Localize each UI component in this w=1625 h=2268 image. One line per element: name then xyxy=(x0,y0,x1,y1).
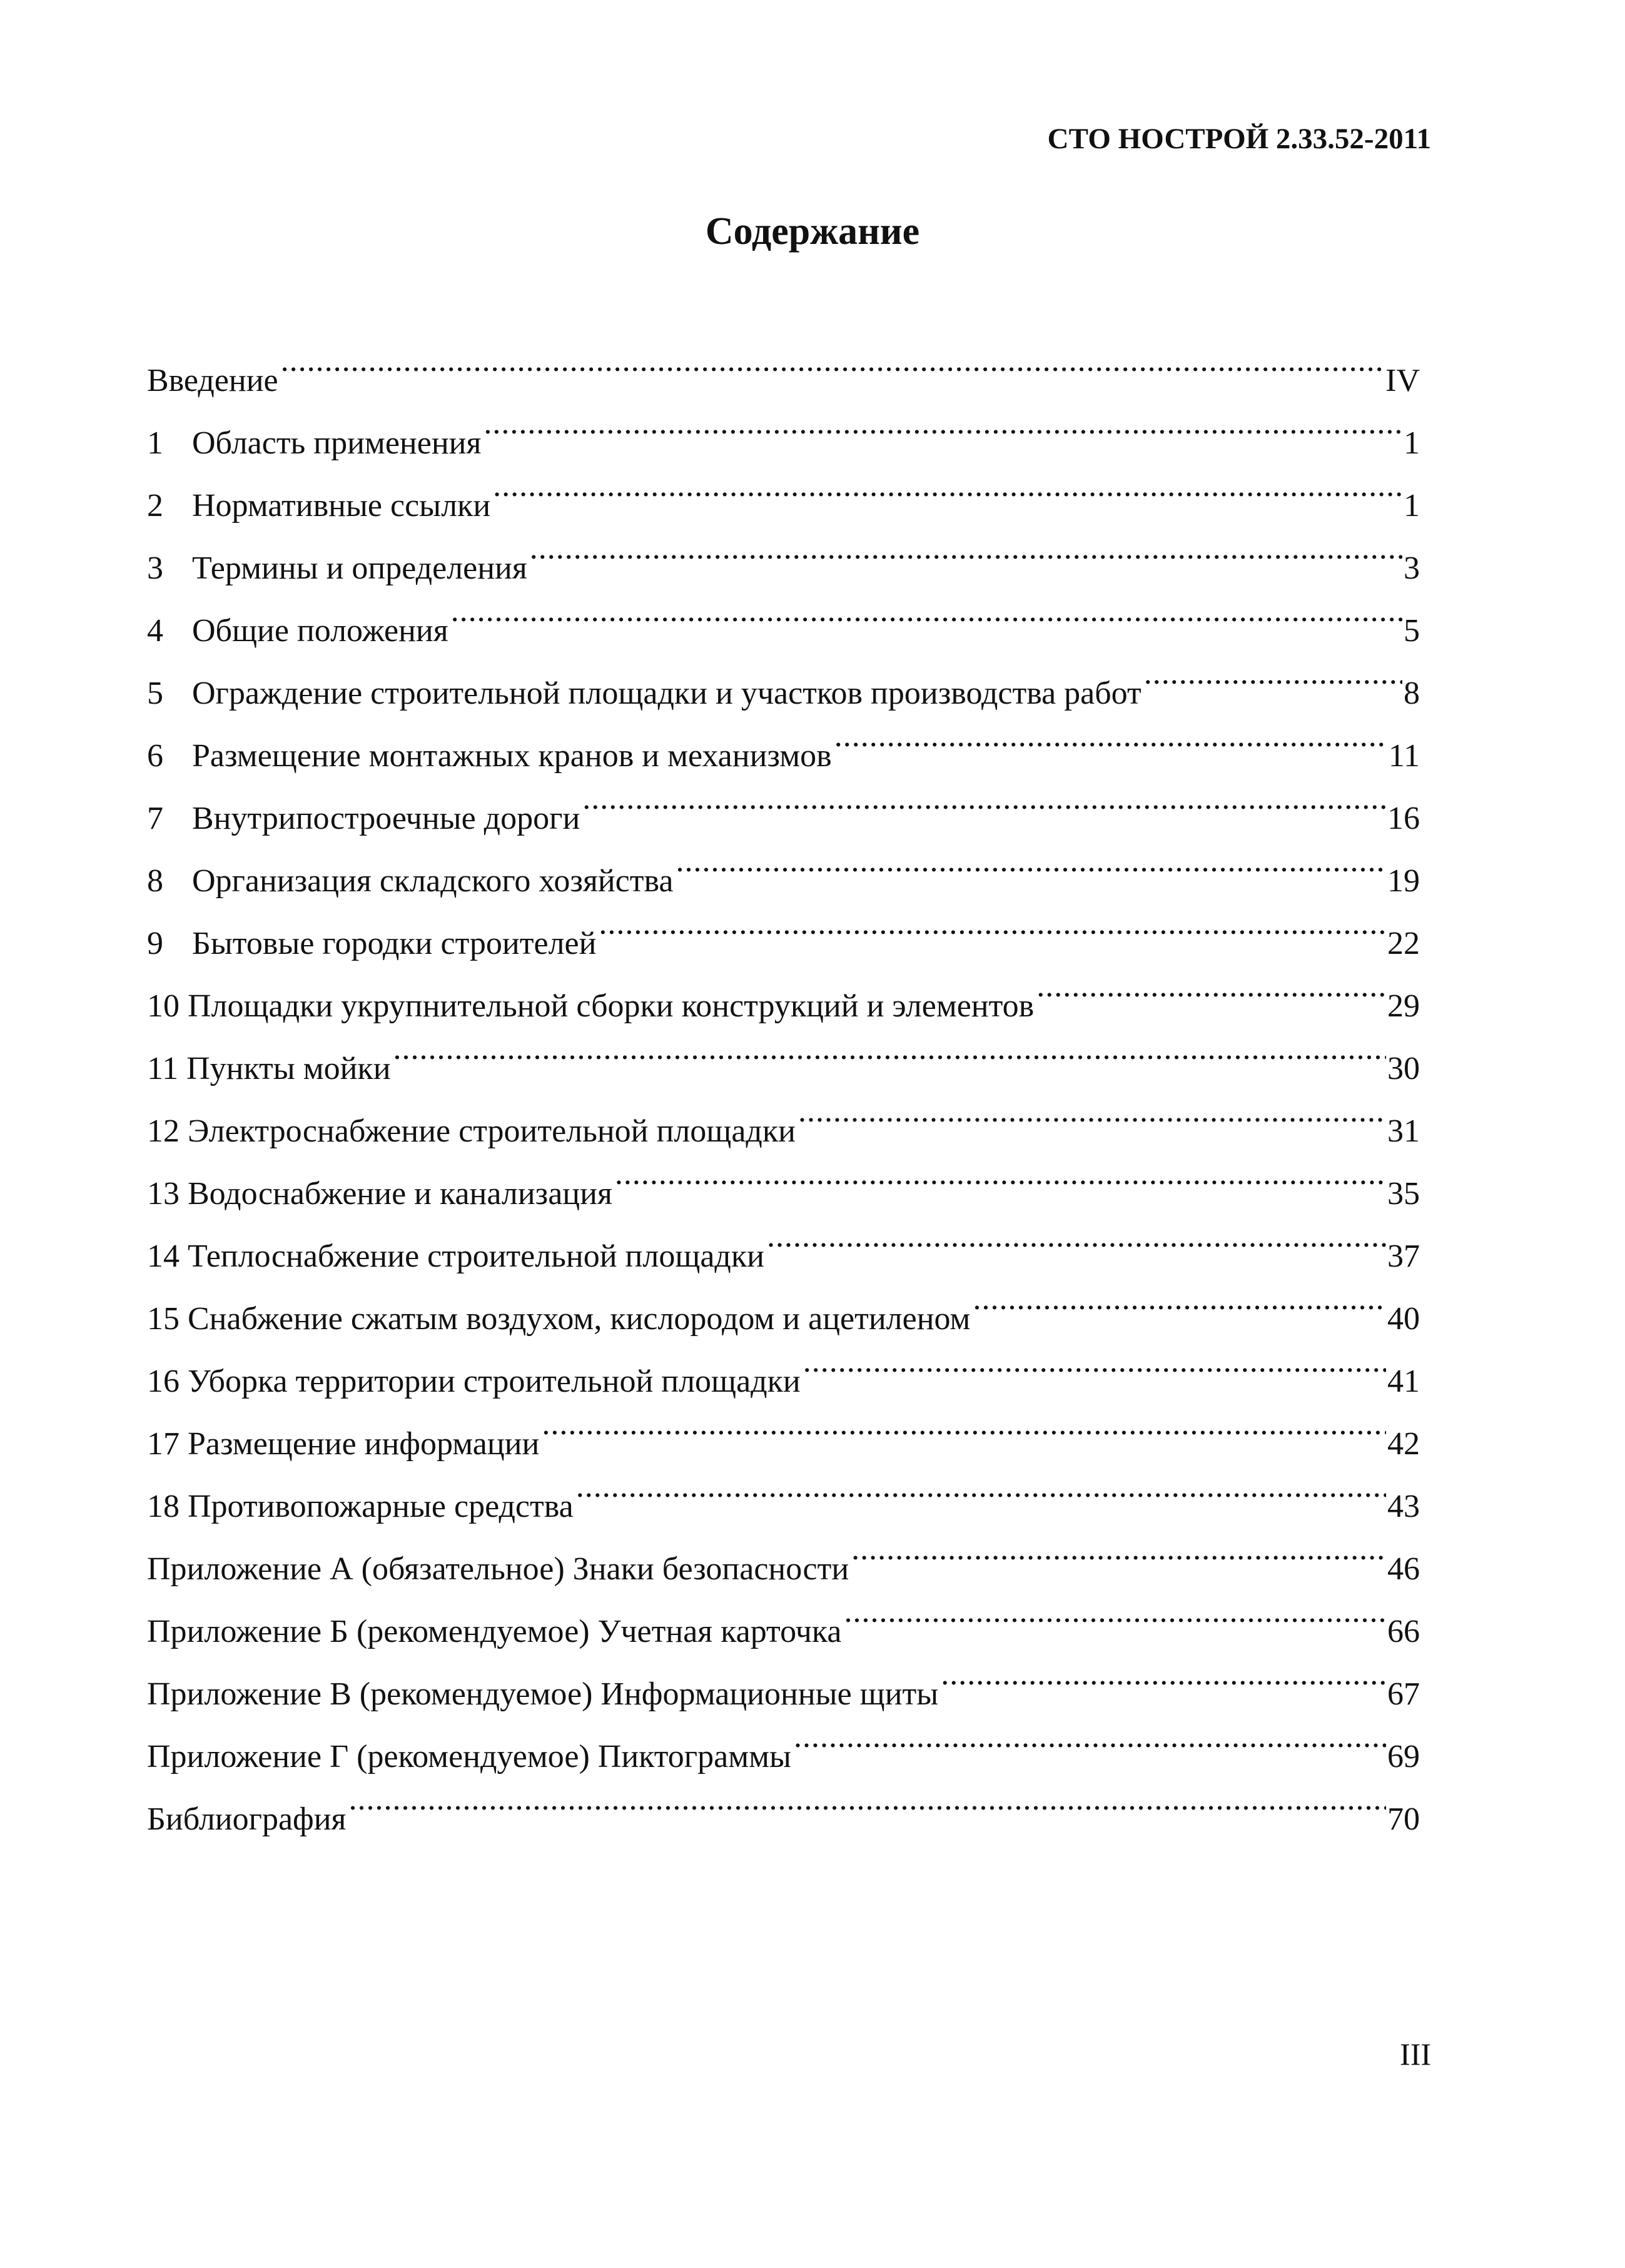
toc-entry-number: 10 xyxy=(147,988,180,1024)
toc-entry-title: Противопожарные средства xyxy=(188,1489,574,1524)
toc-entry-title: Водоснабжение и канализация xyxy=(188,1176,612,1212)
toc-entry-number: 13 xyxy=(147,1176,180,1212)
toc-dot-leader xyxy=(451,579,1402,641)
toc-entry[interactable] xyxy=(147,391,1420,461)
document-code-header: СТО НОСТРОЙ 2.33.52-2011 xyxy=(1047,123,1431,155)
toc-entry-number: 17 xyxy=(147,1426,180,1462)
toc-dot-leader xyxy=(973,1267,1386,1329)
toc-entry-number: 18 xyxy=(147,1489,180,1524)
toc-entry-page: 41 xyxy=(1387,1364,1420,1399)
toc-title: Содержание xyxy=(705,210,920,253)
toc-entry-number: 14 xyxy=(147,1238,180,1274)
toc-entry-number: 2 xyxy=(147,488,163,524)
toc-dot-leader xyxy=(794,1704,1386,1767)
toc-entry-page: IV xyxy=(1385,363,1420,398)
toc-entry-number: 6 xyxy=(147,738,163,774)
toc-entry-page: 70 xyxy=(1387,1801,1420,1837)
toc-entry-page: 29 xyxy=(1387,988,1420,1024)
toc-entry-title: Теплоснабжение строительной площадки xyxy=(188,1238,764,1274)
toc-entry-title: Размещение монтажных кранов и механизмов xyxy=(192,738,832,774)
toc-entry-title: Электроснабжение строительной площадки xyxy=(188,1113,796,1149)
toc-entry-title: Площадки укрупнительной сборки конструкций и элементов xyxy=(188,988,1035,1024)
toc-dot-leader xyxy=(599,891,1386,954)
toc-entry-number: 5 xyxy=(147,676,163,711)
toc-dot-leader xyxy=(1036,954,1386,1016)
toc-entry-page: 66 xyxy=(1387,1614,1420,1649)
table-of-contents xyxy=(147,328,1420,1837)
toc-entry-title: Нормативные ссылки xyxy=(192,488,491,524)
toc-dot-leader xyxy=(582,766,1386,829)
toc-entry-page: 19 xyxy=(1387,863,1420,899)
toc-entry-number: 7 xyxy=(147,801,163,836)
toc-entry-number: 15 xyxy=(147,1301,180,1337)
toc-dot-leader xyxy=(530,516,1402,579)
toc-dot-leader xyxy=(483,391,1402,453)
toc-entry-title: Ограждение строительной площадки и участков производства работ xyxy=(192,676,1142,711)
toc-dot-leader xyxy=(493,453,1402,516)
toc-dot-leader xyxy=(576,1454,1386,1517)
toc-entry-page: 46 xyxy=(1387,1551,1420,1587)
toc-entry-title: Область применения xyxy=(192,425,482,461)
toc-entry-title: Введение xyxy=(147,363,278,398)
toc-entry-page: 43 xyxy=(1387,1489,1420,1524)
toc-entry-page: 8 xyxy=(1404,676,1420,711)
toc-entry-title: Внутрипостроечные дороги xyxy=(192,801,580,836)
toc-entry-page: 40 xyxy=(1387,1301,1420,1337)
toc-dot-leader xyxy=(851,1517,1386,1579)
toc-entry-page: 22 xyxy=(1387,926,1420,961)
toc-dot-leader xyxy=(542,1392,1386,1454)
toc-entry-page: 11 xyxy=(1388,738,1420,774)
toc-entry-page: 5 xyxy=(1404,613,1420,649)
toc-entry[interactable] xyxy=(147,328,1420,398)
toc-entry-page: 31 xyxy=(1387,1113,1420,1149)
toc-entry-page: 42 xyxy=(1387,1426,1420,1462)
toc-entry-number: 16 xyxy=(147,1364,180,1399)
toc-entry-number: 8 xyxy=(147,863,163,899)
toc-dot-leader xyxy=(393,1016,1386,1079)
toc-dot-leader xyxy=(803,1329,1386,1392)
toc-entry-title: Библиография xyxy=(147,1801,347,1837)
toc-entry-title: Пункты мойки xyxy=(186,1051,391,1086)
toc-dot-leader xyxy=(767,1204,1386,1267)
toc-dot-leader xyxy=(348,1767,1386,1830)
toc-entry-title: Приложение Г (рекомендуемое) Пиктограммы xyxy=(147,1739,791,1774)
toc-dot-leader xyxy=(798,1079,1386,1142)
toc-entry-number: 4 xyxy=(147,613,163,649)
toc-entry-page: 3 xyxy=(1404,550,1420,586)
toc-dot-leader xyxy=(834,704,1387,766)
toc-entry-title: Размещение информации xyxy=(188,1426,540,1462)
toc-entry-number: 1 xyxy=(147,425,163,461)
toc-entry-number: 11 xyxy=(147,1051,179,1086)
toc-entry-title: Термины и определения xyxy=(192,550,527,586)
toc-entry-title: Бытовые городки строителей xyxy=(192,926,597,961)
toc-dot-leader xyxy=(676,829,1386,891)
toc-entry-page: 37 xyxy=(1387,1238,1420,1274)
toc-entry-title: Снабжение сжатым воздухом, кислородом и ацетиленом xyxy=(188,1301,971,1337)
toc-entry-page: 30 xyxy=(1387,1051,1420,1086)
toc-dot-leader xyxy=(281,328,1385,391)
toc-entry-title: Приложение В (рекомендуемое) Информационные щиты xyxy=(147,1676,939,1712)
toc-dot-leader xyxy=(844,1579,1386,1642)
toc-entry-title: Приложение А (обязательное) Знаки безопасности xyxy=(147,1551,849,1587)
toc-entry-page: 69 xyxy=(1387,1739,1420,1774)
toc-entry-title: Общие положения xyxy=(192,613,448,649)
toc-dot-leader xyxy=(941,1642,1386,1704)
toc-entry-number: 3 xyxy=(147,550,163,586)
toc-entry-title: Организация складского хозяйства xyxy=(192,863,674,899)
toc-entry-number: 9 xyxy=(147,926,163,961)
toc-entry-title: Уборка территории строительной площадки xyxy=(188,1364,801,1399)
toc-entry-title: Приложение Б (рекомендуемое) Учетная карточка xyxy=(147,1614,842,1649)
page-number: III xyxy=(1400,2037,1431,2072)
toc-entry-page: 35 xyxy=(1387,1176,1420,1212)
toc-dot-leader xyxy=(615,1142,1386,1204)
toc-entry-number: 12 xyxy=(147,1113,180,1149)
toc-entry-page: 16 xyxy=(1387,801,1420,836)
toc-entry-page: 1 xyxy=(1404,425,1420,461)
toc-entry-page: 1 xyxy=(1404,488,1420,524)
toc-dot-leader xyxy=(1144,641,1402,704)
toc-entry-page: 67 xyxy=(1387,1676,1420,1712)
